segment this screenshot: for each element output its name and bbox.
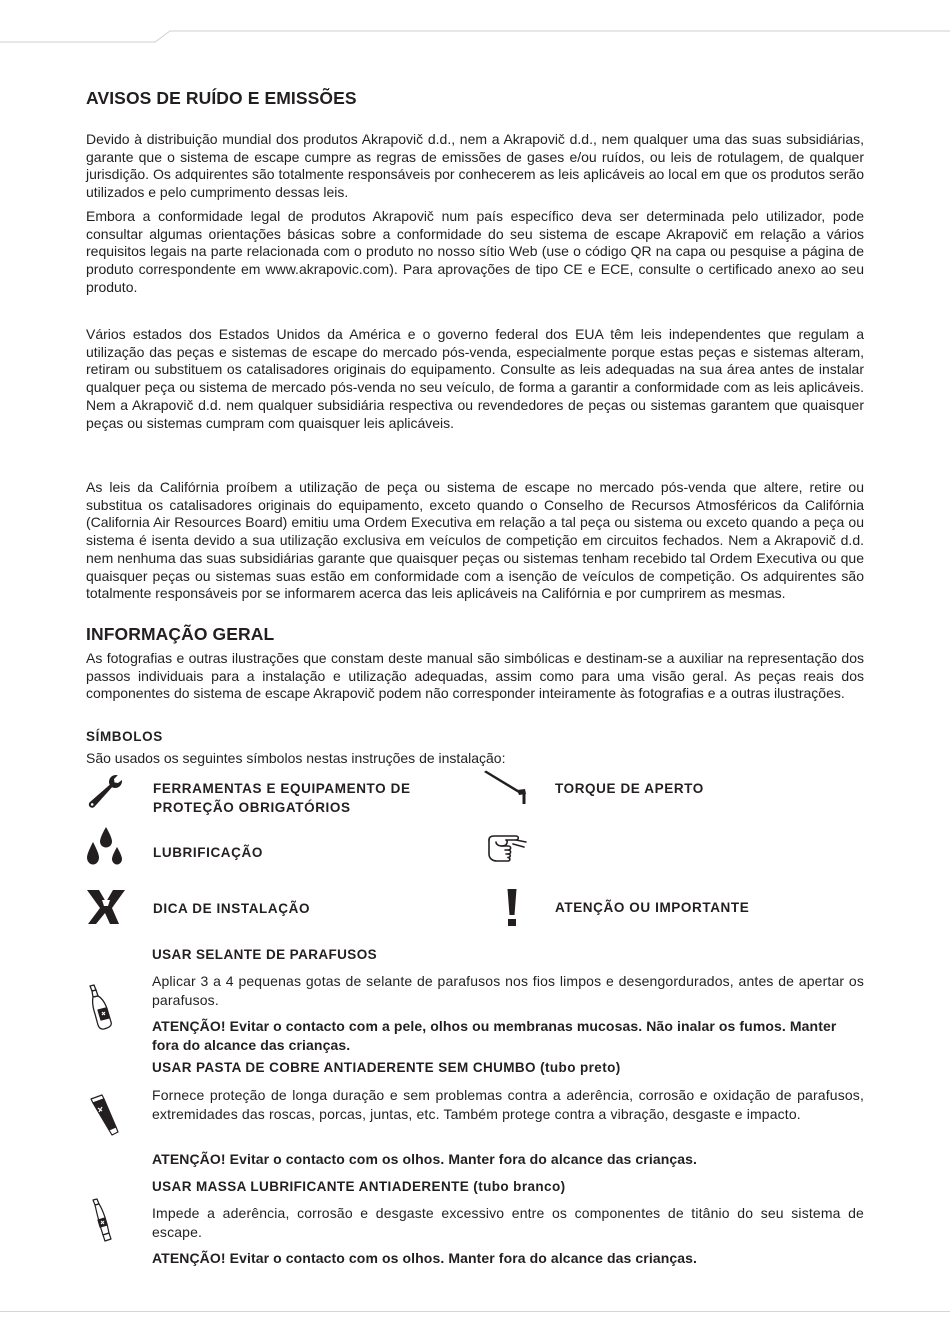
copper-paste-title: USAR PASTA DE COBRE ANTIADERENTE SEM CHUMBO (tubo preto) (152, 1060, 621, 1075)
lubricant-warning: ATENÇÃO! Evitar o contacto com os olhos. Manter fora do alcance das crianças. (152, 1250, 698, 1266)
akrapovic-scorpion-icon (86, 888, 126, 926)
thread-sealant-body: Aplicar 3 a 4 pequenas gotas de selante de parafusos nos fios limpos e desengordurados, antes de apertar os parafusos. (152, 973, 864, 1009)
header-frame-line (0, 0, 950, 50)
symbols-heading: SÍMBOLOS (86, 729, 163, 744)
noise-paragraph-3: Vários estados dos Estados Unidos da América e o governo federal dos EUA têm leis independentes que regulam a utilização das peças e sistemas de escape do mercado pós-venda, especialmente porque estas peças e sistemas alteram, retiram ou substituem os catalisadores originais do equipamento. Consulte as leis adequadas na sua área antes de instalar qualquer peça ou sistema de mercado pós-venda no seu veículo, de forma a garantir a conformidade com as leis aplicáveis. Nem a Akrapovič d.d. nem qualquer subsidiária respectiva ou revendedores de peças ou sistemas garantem que quaisquer peças ou sistemas cumpram com quaisquer leis aplicáveis. (86, 326, 864, 431)
footer-frame-line (0, 1311, 950, 1312)
copper-paste-body: Fornece proteção de longa duração e sem problemas contra a aderência, corrosão e oxidação de parafusos, extremidades das roscas, porcas, juntas, etc. Também protege contra a vibração, desgaste e impacto. (152, 1087, 864, 1123)
copper-paste-tube-icon (88, 1094, 122, 1136)
noise-emissions-title: AVISOS DE RUÍDO E EMISSÕES (86, 88, 357, 108)
hand-icon (486, 832, 530, 866)
general-info-title: INFORMAÇÃO GERAL (86, 624, 275, 644)
symbol-label-tools-line2: PROTEÇÃO OBRIGATÓRIOS (153, 800, 351, 815)
wrench-icon (86, 774, 126, 810)
symbol-label-tools-line1: FERRAMENTAS E EQUIPAMENTO DE (153, 781, 411, 796)
thread-sealant-warning: ATENÇÃO! Evitar o contacto com a pele, olhos ou membranas mucosas. Não inalar os fumos. Manter fora do alcance das crianças. (152, 1018, 837, 1054)
noise-paragraph-1: Devido à distribuição mundial dos produtos Akrapovič d.d., nem a Akrapovič d.d., nem qualquer uma das suas subsidiárias, garante que o sistema de escape cumpre as regras de emissões de gases e/ou ruídos, ou leis de rotulagem, de qualquer jurisdição. Os adquirentes são totalmente responsáveis por conhecerem as leis aplicáveis ao local em que os produtos serão utilizados e pelo cumprimento dessas leis. (86, 131, 864, 201)
symbol-label-attention: ATENÇÃO OU IMPORTANTE (555, 900, 750, 915)
lubricant-body: Impede a aderência, corrosão e desgaste excessivo entre os componentes de titânio do seu sistema de escape. (152, 1205, 864, 1241)
lubricant-title: USAR MASSA LUBRIFICANTE ANTIADERENTE (tubo branco) (152, 1179, 566, 1194)
symbol-label-lubrication: LUBRIFICAÇÃO (153, 845, 263, 860)
noise-paragraph-4: As leis da Califórnia proíbem a utilização de peça ou sistema de escape no mercado pós-venda que altere, retire ou substitua os catalisadores originais do equipamento, exceto quando o Conselho de Recursos Atmosféricos da Califórnia (California Air Resources Board) emitiu uma Ordem Executiva em relação a tal peça ou sistema ou exceto quando a peça ou sistema é isenta devido a sua utilização exclusiva em veículos de competição em circuitos fechados. Nem a Akrapovič d.d. nem nenhuma das suas subsidiárias garante que quaisquer peças ou sistemas tenham recebido tal Ordem Executiva ou que quaisquer peças ou sistemas suas estão em conformidade com a isenção de veículos de competição. Os adquirentes são totalmente responsáveis por se informarem acerca das leis aplicáveis na Califórnia e por cumprirem as mesmas. (86, 479, 864, 602)
thread-sealant-bottle-icon (84, 984, 114, 1030)
symbol-label-torque: TORQUE DE APERTO (555, 781, 704, 796)
symbols-intro: São usados os seguintes símbolos nestas instruções de instalação: (86, 750, 506, 766)
symbol-label-tools (153, 779, 411, 817)
lubrication-drops-icon (86, 826, 126, 866)
torque-wrench-icon (483, 770, 529, 806)
lubricant-tube-icon (89, 1198, 121, 1242)
symbol-label-installation-tip: DICA DE INSTALAÇÃO (153, 901, 311, 916)
general-info-paragraph: As fotografias e outras ilustrações que constam deste manual são simbólicas e destinam-se a auxiliar na representação dos passos individuais para a instalação e utilização adequadas, assim como para uma visão geral. As peças reais dos componentes do sistema de escape Akrapovič podem não corresponder inteiramente às fotografias e a outras ilustrações. (86, 650, 864, 702)
noise-paragraph-2: Embora a conformidade legal de produtos Akrapovič num país específico deva ser determinada pelo utilizador, pode consultar algumas orientações básicas sobre a conformidade do seu sistema de escape Akrapovič em relação a vários requisitos legais na parte relacionada com o produto no nosso sítio Web (use o código QR na capa ou pesquise a página de produto correspondente em www.akrapovic.com). Para aprovações de tipo CE e ECE, consulte o certificado anexo ao seu produto. (86, 208, 864, 295)
copper-paste-warning: ATENÇÃO! Evitar o contacto com os olhos. Manter fora do alcance das crianças. (152, 1151, 698, 1167)
thread-sealant-title: USAR SELANTE DE PARAFUSOS (152, 947, 378, 962)
exclamation-icon (506, 889, 518, 926)
